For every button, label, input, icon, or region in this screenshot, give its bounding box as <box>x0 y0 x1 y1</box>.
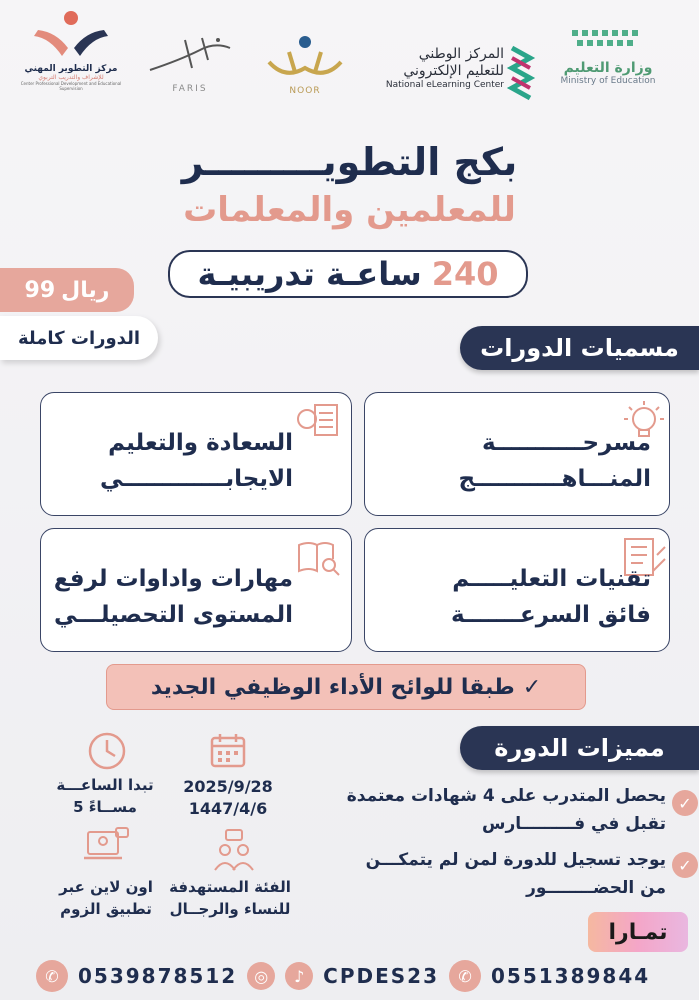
brain-checklist-icon <box>295 399 341 445</box>
check-icon: ✓ <box>672 852 698 878</box>
hours-number: 240 <box>431 255 499 293</box>
tiktok-icon: ♪ <box>285 962 313 990</box>
course-title: السعادة والتعليم الايجابـــــــــــــي <box>100 430 293 492</box>
tamara-badge: تمـارا <box>588 912 688 952</box>
nec-name-ar-2: للتعليم الإلكتروني <box>403 63 504 79</box>
start-time: تبدا الساعـــة 5 مســاءً <box>56 776 154 816</box>
cpd-name-ar: مركز التطوير المهني <box>24 64 118 74</box>
check-icon: ✓ <box>672 790 698 816</box>
banner-text: طبقا للوائح الأداء الوظيفي الجديد <box>150 674 515 700</box>
target-audience: الفئة المستهدفة للنساء والرجــال <box>169 878 291 918</box>
noor-logo <box>255 32 355 100</box>
course-title: مهارات واداوات لرفع المستوى التحصيلـــي <box>53 566 293 628</box>
course-title: تقنيات التعليـــــم فائق السرعـــــــة <box>451 566 651 628</box>
full-courses-badge: الدورات كاملة <box>0 316 158 360</box>
course-card-happiness <box>40 392 352 516</box>
price-currency: ريال <box>61 277 110 303</box>
nec-name-en: National eLearning Center <box>385 80 504 90</box>
nec-logo-text <box>368 46 504 102</box>
book-search-icon <box>295 535 341 581</box>
phone-number-1[interactable]: 0539878512 <box>78 964 238 988</box>
noor-label: NOOR <box>289 86 321 96</box>
clock-icon <box>84 728 130 774</box>
calendar-icon <box>208 730 248 770</box>
online-zoom: اون لاين عبر تطبيق الزوم <box>59 878 153 918</box>
cpd-emblem-icon <box>16 8 126 60</box>
feature-recording: يوجد تسجيل للدورة لمن لم يتمكـــن من الحضــــــــور <box>365 850 666 898</box>
phone-number-2[interactable]: 0551389844 <box>491 964 651 988</box>
cpd-sub: للإشراف والتدريب التربوي <box>38 74 104 81</box>
course-date: 2025/9/28 1447/4/6 <box>183 777 273 818</box>
faris-label: FARIS <box>172 84 208 94</box>
social-handle[interactable]: CPDES23 <box>323 964 440 988</box>
cpd-name-en: Center Professional Development and Educational Supervision <box>20 81 122 91</box>
contact-row <box>36 960 666 992</box>
regulation-banner <box>106 664 586 710</box>
instagram-icon: ◎ <box>247 962 275 990</box>
cpd-logo <box>16 8 126 100</box>
check-icon: ✓ <box>522 674 542 700</box>
audience-icon <box>212 828 256 872</box>
hours-text: ساعـة تدريبيـة <box>197 255 422 293</box>
online-laptop-icon <box>82 826 130 870</box>
moe-logo <box>558 26 658 102</box>
feature-certificates: يحصل المتدرب على 4 شهادات معتمدة تقبل في فـــــــــارس <box>346 786 666 834</box>
course-card-curriculum-theatre <box>364 392 670 516</box>
course-card-tech <box>364 528 670 652</box>
course-card-achievement <box>40 528 352 652</box>
faris-logo <box>140 30 240 100</box>
nec-emblem-icon <box>506 44 536 102</box>
title-line1: بكج التطويـــــــــر <box>181 140 518 184</box>
courses-header: مسميات الدورات <box>460 326 699 370</box>
moe-emblem-icon <box>568 26 648 56</box>
features-header: مميزات الدورة <box>460 726 699 770</box>
moe-name-en: Ministry of Education <box>560 76 656 86</box>
faris-emblem-icon <box>140 30 240 80</box>
course-title: مسرحـــــــــــة المنـــاهـــــــــــج <box>458 430 651 492</box>
moe-name-ar: وزارة التعليم <box>563 60 653 76</box>
whatsapp-icon: ✆ <box>449 960 481 992</box>
hours-pill <box>168 250 528 298</box>
nec-name-ar-1: المركز الوطني <box>418 46 504 62</box>
price-amount: 99 <box>24 277 56 303</box>
phone-icon: ✆ <box>36 960 68 992</box>
price-badge <box>0 268 134 312</box>
title-line2: للمعلمين والمعلمات <box>183 190 516 230</box>
noor-emblem-icon <box>255 32 355 82</box>
